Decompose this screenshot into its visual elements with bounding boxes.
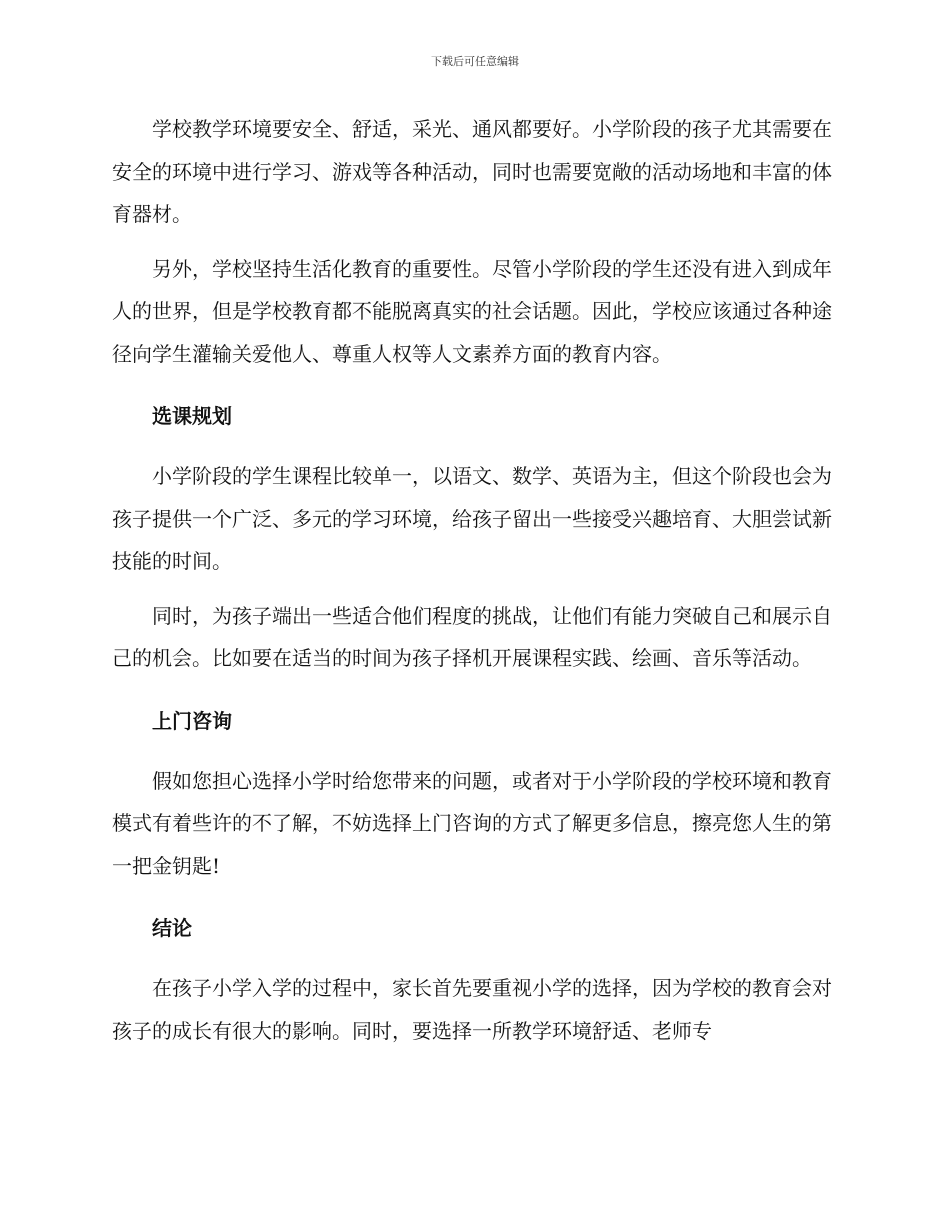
section-heading-course-planning: 选课规划: [152, 404, 232, 428]
paragraph-environment: 学校教学环境要安全、舒适，采光、通风都要好。小学阶段的孩子尤其需要在安全的环境中进行学习、游戏等各种活动，同时也需要宽敞的活动场地和丰富的体育器材。: [112, 117, 832, 226]
paragraph-courses: 小学阶段的学生课程比较单一，以语文、数学、英语为主，但这个阶段也会为孩子提供一个广泛、多元的学习环境，给孩子留出一些接受兴趣培育、大胆尝试新技能的时间。: [112, 464, 832, 573]
section-heading-conclusion: 结论: [152, 916, 192, 940]
page-header: 下载后可任意编辑: [431, 55, 519, 68]
paragraph-consultation: 假如您担心选择小学时给您带来的问题，或者对于小学阶段的学校环境和教育模式有着些许的不了解，不妨选择上门咨询的方式了解更多信息，擦亮您人生的第一把金钥匙!: [112, 768, 832, 878]
document-body: [112, 108, 832, 1064]
section-heading-consultation: 上门咨询: [152, 708, 232, 733]
paragraph-conclusion: 在孩子小学入学的过程中，家长首先要重视小学的选择，因为学校的教育会对孩子的成长有很大的影响。同时，要选择一所教学环境舒适、老师专: [112, 976, 832, 1043]
paragraph-challenges: 同时，为孩子端出一些适合他们程度的挑战，让他们有能力突破自己和展示自己的机会。比如要在适当的时间为孩子择机开展课程实践、绘画、音乐等活动。: [112, 603, 832, 670]
paragraph-life-education: 另外，学校坚持生活化教育的重要性。尽管小学阶段的学生还没有进入到成年人的世界，但是学校教育都不能脱离真实的社会话题。因此，学校应该通过各种途径向学生灌输关爱他人、尊重人权等人文素养方面的教育内容。: [112, 256, 832, 366]
